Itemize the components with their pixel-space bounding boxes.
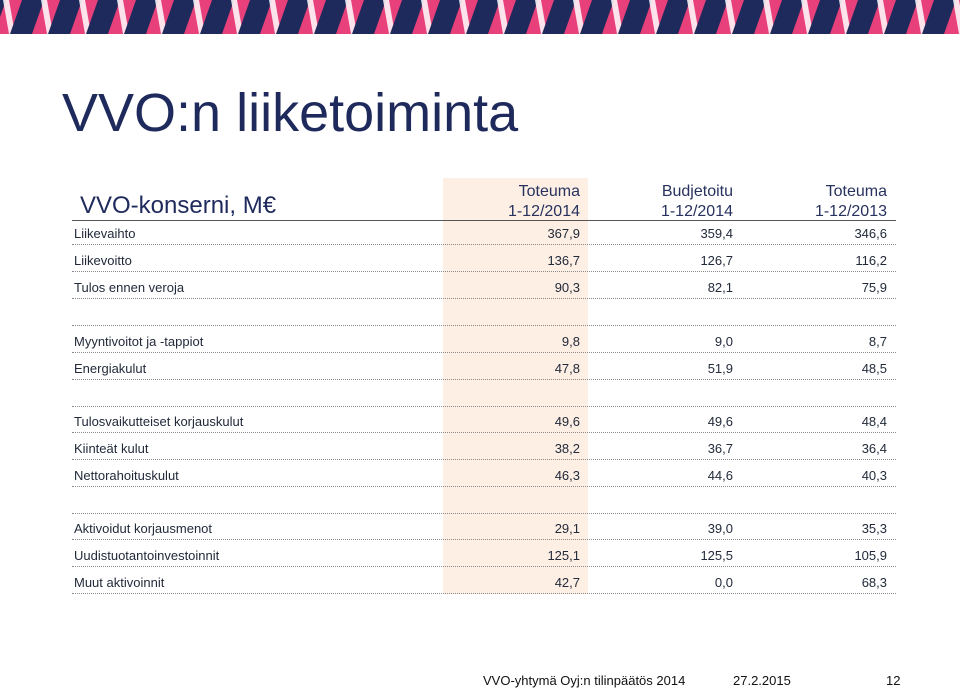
row-value: 116,2	[855, 253, 887, 268]
row-value: 46,3	[554, 468, 580, 483]
row-value: 35,3	[861, 521, 887, 536]
slide-title: VVO:n liiketoiminta	[62, 83, 519, 143]
row-value: 90,3	[554, 280, 580, 295]
col-header-1-line1: Toteuma	[518, 183, 580, 200]
row-value: 36,7	[707, 441, 733, 456]
row-value: 9,8	[561, 334, 580, 349]
row-label: Kiinteät kulut	[74, 441, 149, 456]
row-value: 346,6	[854, 226, 887, 241]
row-divider	[72, 513, 896, 514]
row-label: Tulosvaikutteiset korjauskulut	[74, 414, 244, 429]
row-divider	[72, 486, 896, 487]
footer-page-number: 12	[886, 673, 901, 688]
row-value: 38,2	[554, 441, 580, 456]
col-header-3-line2: 1-12/2013	[814, 203, 887, 220]
row-divider	[72, 566, 896, 567]
row-value: 367,9	[547, 226, 580, 241]
row-value: 29,1	[554, 521, 580, 536]
row-divider	[72, 593, 896, 594]
row-label: Tulos ennen veroja	[74, 280, 185, 295]
row-value: 44,6	[707, 468, 733, 483]
row-value: 39,0	[707, 521, 733, 536]
row-label: Aktivoidut korjausmenot	[74, 521, 213, 536]
row-value: 51,9	[707, 361, 733, 376]
row-value: 48,4	[861, 414, 887, 429]
row-divider	[72, 406, 896, 407]
col-header-3-line1: Toteuma	[825, 183, 887, 200]
footer-company: VVO-yhtymä Oyj:n tilinpäätös 2014	[483, 673, 686, 688]
col-header-1-line2: 1-12/2014	[507, 203, 580, 220]
row-divider	[72, 271, 896, 272]
row-value: 125,1	[547, 548, 580, 563]
row-value: 49,6	[707, 414, 733, 429]
row-value: 47,8	[554, 361, 580, 376]
row-value: 36,4	[861, 441, 887, 456]
row-label: Energiakulut	[74, 361, 147, 376]
header-rule	[72, 220, 896, 221]
row-value: 75,9	[861, 280, 887, 295]
footer-date: 27.2.2015	[733, 673, 791, 688]
row-value: 126,7	[700, 253, 733, 268]
row-label: Liikevaihto	[74, 226, 136, 241]
row-label: Muut aktivoinnit	[74, 575, 165, 590]
row-value: 125,5	[700, 548, 733, 563]
row-value: 0,0	[714, 575, 733, 590]
col-header-2-line2: 1-12/2014	[660, 203, 733, 220]
row-value: 9,0	[714, 334, 733, 349]
row-value: 105,9	[854, 548, 887, 563]
row-label: Uudistuotantoinvestoinnit	[74, 548, 220, 563]
row-value: 48,5	[861, 361, 887, 376]
table-heading: VVO-konserni, M€	[80, 192, 277, 219]
row-value: 8,7	[868, 334, 887, 349]
row-label: Nettorahoituskulut	[74, 468, 179, 483]
row-divider	[72, 325, 896, 326]
row-label: Myyntivoitot ja -tappiot	[74, 334, 204, 349]
row-divider	[72, 352, 896, 353]
row-divider	[72, 459, 896, 460]
row-divider	[72, 539, 896, 540]
row-value: 68,3	[861, 575, 887, 590]
row-value: 82,1	[707, 280, 733, 295]
row-label: Liikevoitto	[74, 253, 132, 268]
row-value: 136,7	[547, 253, 580, 268]
row-value: 359,4	[700, 226, 733, 241]
row-value: 49,6	[554, 414, 580, 429]
row-value: 40,3	[861, 468, 887, 483]
row-divider	[72, 379, 896, 380]
row-value: 42,7	[554, 575, 580, 590]
row-divider	[72, 432, 896, 433]
row-divider	[72, 244, 896, 245]
row-divider	[72, 298, 896, 299]
col-header-2-line1: Budjetoitu	[661, 183, 733, 200]
